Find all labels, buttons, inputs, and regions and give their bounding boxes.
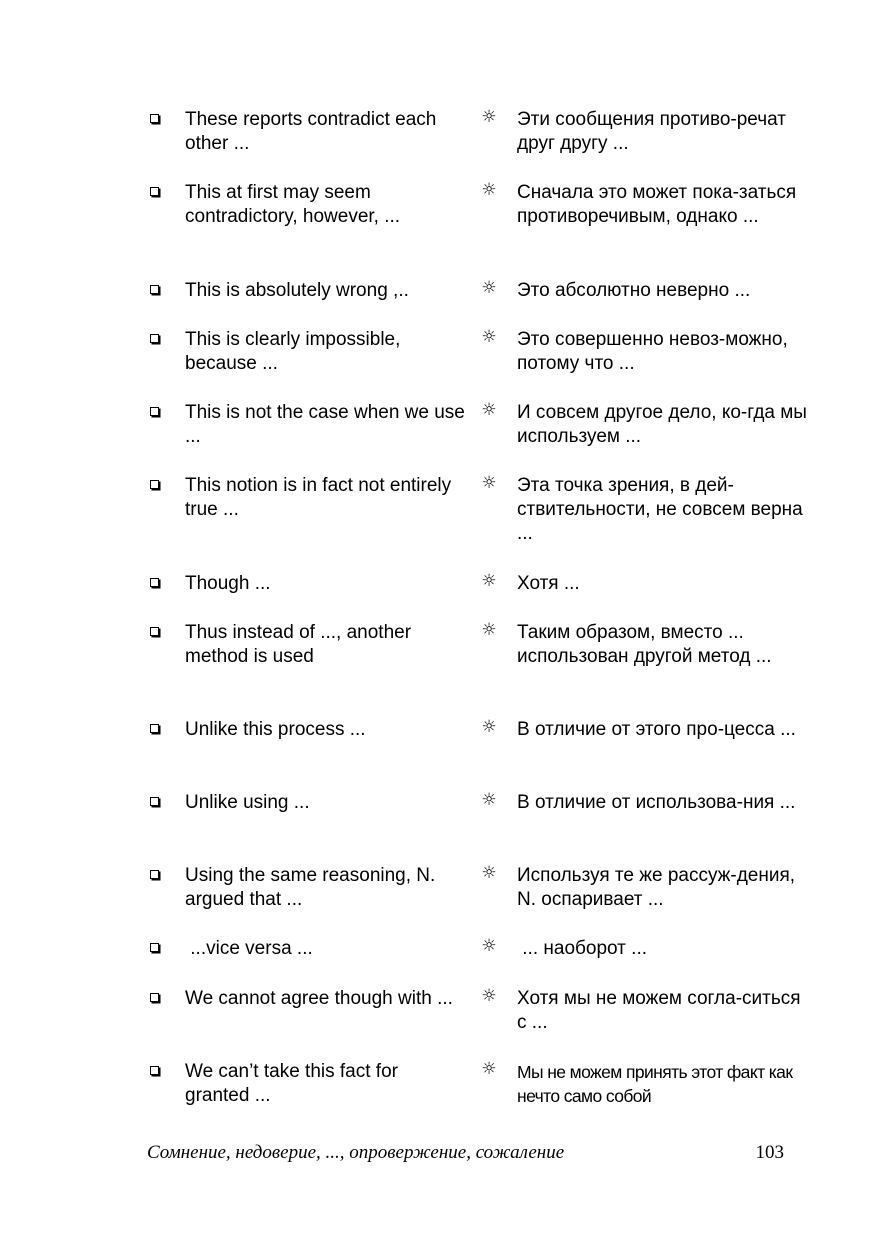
russian-phrase: Хотя мы не можем согла-ситься с ... <box>517 988 801 1033</box>
english-phrase: This notion is in fact not entirely true ... <box>185 475 452 520</box>
sun-icon: ☼ <box>481 571 497 591</box>
page-footer <box>147 1142 787 1168</box>
russian-phrase: Эти сообщения противо-речат друг другу ... <box>517 109 786 154</box>
russian-phrase: И совсем другое дело, ко-гда мы используем ... <box>517 402 807 447</box>
sun-icon: ☼ <box>481 180 497 200</box>
english-phrase: Unlike this process ... <box>185 719 366 740</box>
russian-phrase: Используя те же рассуж-дения, N. оспаривает ... <box>517 865 796 910</box>
checkbox-square-icon <box>150 334 159 343</box>
english-phrase: These reports contradict each other ... <box>185 109 437 154</box>
english-phrase: This at first may seem contradictory, however, ... <box>185 182 401 227</box>
russian-phrase: В отличие от использова-ния ... <box>517 792 796 813</box>
russian-phrase: Эта точка зрения, в дей-ствительности, не совсем верна ... <box>517 475 803 544</box>
sun-icon: ☼ <box>481 1059 497 1079</box>
english-phrase: We can’t take this fact for granted ... <box>185 1061 398 1106</box>
russian-phrase: Таким образом, вместо ... использован другой метод ... <box>517 622 772 667</box>
checkbox-square-icon <box>150 114 159 123</box>
sun-icon: ☼ <box>481 473 497 493</box>
sun-icon: ☼ <box>481 986 497 1006</box>
russian-phrase: Это абсолютно неверно ... <box>517 280 751 301</box>
russian-phrase: Это совершенно невоз-можно, потому что ... <box>517 329 788 374</box>
russian-phrase: В отличие от этого про-цесса ... <box>517 719 796 740</box>
page-number: 103 <box>755 1142 784 1163</box>
sun-icon: ☼ <box>481 107 497 127</box>
russian-phrase: ... наоборот ... <box>517 938 648 959</box>
running-title: Сомнение, недоверие, ..., опровержение, сожаление <box>147 1142 565 1163</box>
sun-icon: ☼ <box>481 863 497 883</box>
english-phrase: ...vice versa ... <box>185 938 313 959</box>
checkbox-square-icon <box>150 578 159 587</box>
checkbox-square-icon <box>150 480 159 489</box>
english-phrase: This is not the case when we use ... <box>185 402 465 447</box>
english-phrase: Using the same reasoning, N. argued that ... <box>185 865 436 910</box>
english-phrase: We cannot agree though with ... <box>185 988 453 1009</box>
sun-icon: ☼ <box>481 790 497 810</box>
checkbox-square-icon <box>150 943 159 952</box>
checkbox-square-icon <box>150 993 159 1002</box>
checkbox-square-icon <box>150 797 159 806</box>
english-phrase: Though ... <box>185 573 271 594</box>
checkbox-square-icon <box>150 187 159 196</box>
checkbox-square-icon <box>150 724 159 733</box>
sun-icon: ☼ <box>481 717 497 737</box>
sun-icon: ☼ <box>481 400 497 420</box>
russian-phrase: Мы не можем принять этот факт как нечто само собой <box>517 1062 793 1106</box>
english-phrase: This is absolutely wrong ,.. <box>185 280 409 301</box>
sun-icon: ☼ <box>481 327 497 347</box>
checkbox-square-icon <box>150 407 159 416</box>
sun-icon: ☼ <box>481 620 497 640</box>
sun-icon: ☼ <box>481 278 497 298</box>
sun-icon: ☼ <box>481 936 497 956</box>
english-phrase: Unlike using ... <box>185 792 310 813</box>
russian-phrase: Хотя ... <box>517 573 580 594</box>
checkbox-square-icon <box>150 285 159 294</box>
english-phrase: This is clearly impossible, because ... <box>185 329 401 374</box>
checkbox-square-icon <box>150 627 159 636</box>
english-phrase: Thus instead of ..., another method is used <box>185 622 412 667</box>
checkbox-square-icon <box>150 870 159 879</box>
checkbox-square-icon <box>150 1066 159 1075</box>
russian-phrase: Сначала это может пока-заться противоречивым, однако ... <box>517 182 797 227</box>
